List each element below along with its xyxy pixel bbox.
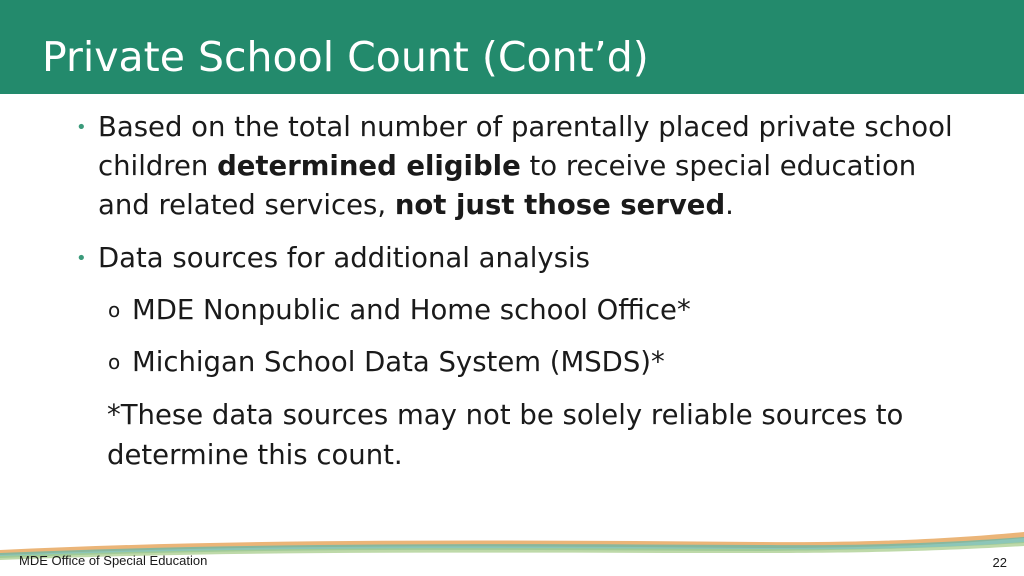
- bullet-text: [98, 108, 958, 225]
- bullet-marker: •: [76, 248, 87, 269]
- footer-org-name: MDE Office of Special Education: [19, 553, 208, 568]
- bullet-text: Data sources for additional analysis: [98, 242, 591, 274]
- sub-bullet-marker: o: [108, 298, 121, 322]
- sub-bullet-marker: o: [108, 350, 121, 374]
- bullet-text-part: Based on the total number of parentally placed private school children: [98, 111, 953, 182]
- bullet-text-part: to receive special education and related services,: [98, 150, 917, 221]
- bullet-marker: •: [76, 117, 87, 138]
- sub-list-text: MDE Nonpublic and Home school Office*: [132, 294, 691, 326]
- bullet-bold-text: not just those served: [394, 189, 726, 221]
- footer-swoosh-decoration: [0, 528, 1024, 576]
- sub-list-text: Michigan School Data System (MSDS)*: [132, 346, 665, 378]
- bullet-text-part: .: [725, 189, 734, 221]
- slide-title: Private School Count (Cont’d): [42, 33, 649, 81]
- title-bar: [0, 0, 1024, 94]
- bullet-bold-text: determined eligible: [217, 150, 521, 182]
- footnote: *These data sources may not be solely reliable sources to determine this count.: [107, 399, 904, 471]
- page-number: 22: [992, 555, 1007, 570]
